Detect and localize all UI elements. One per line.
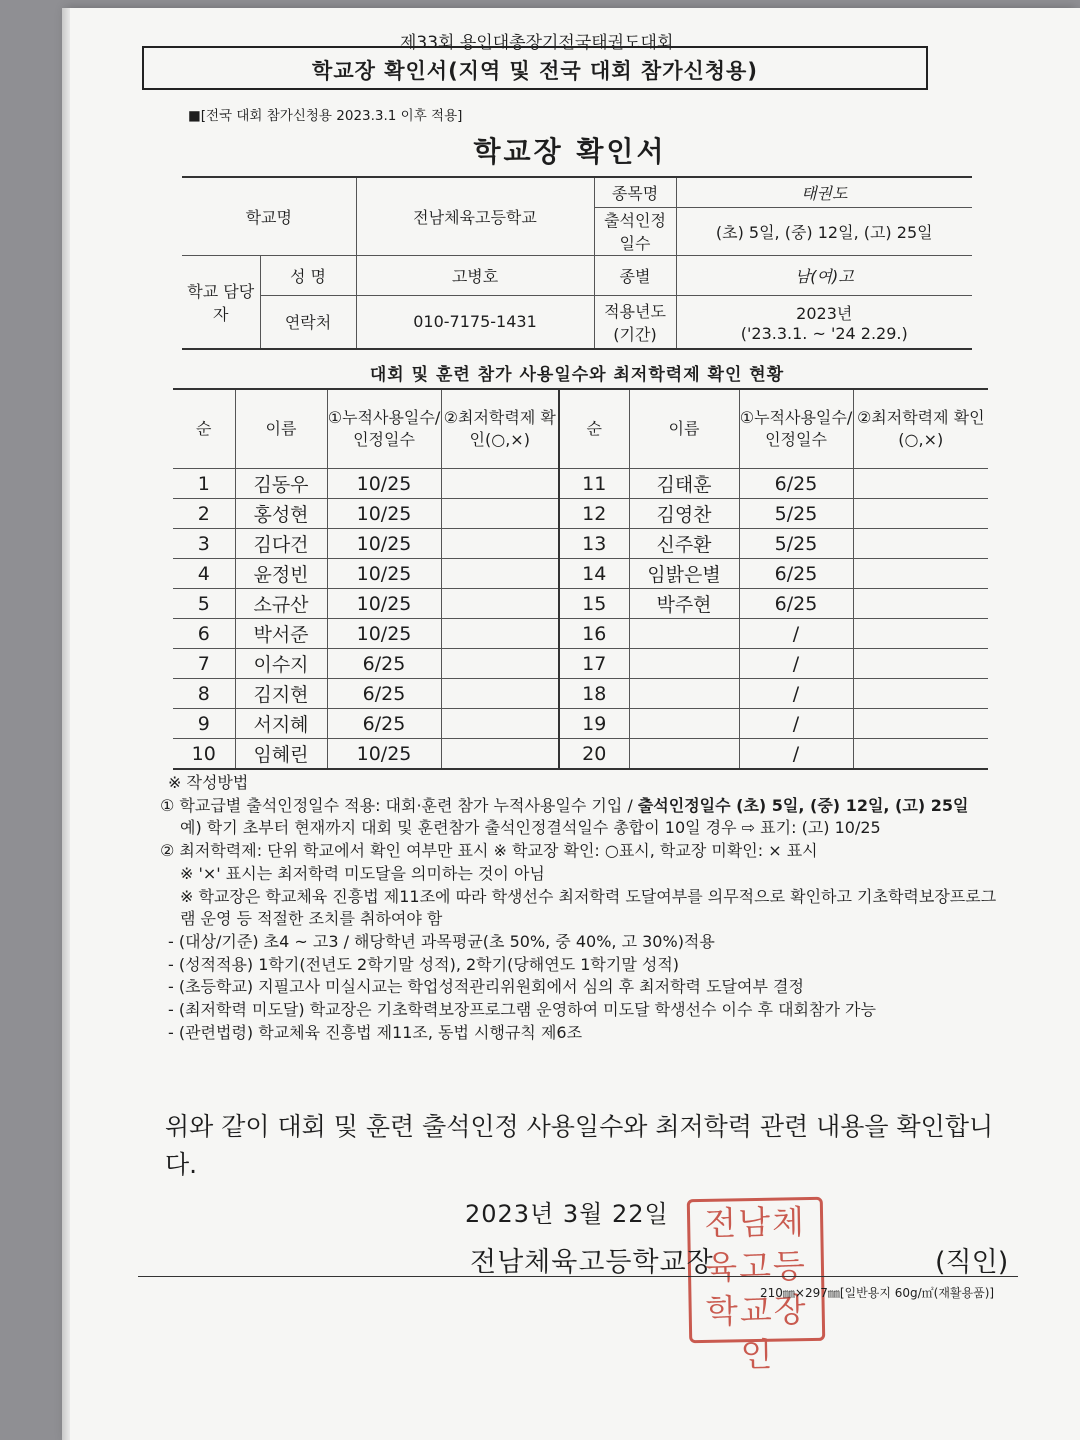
days-used: 10/25 bbox=[327, 619, 441, 649]
student-name: 박주현 bbox=[629, 589, 739, 619]
student-name: 홍성현 bbox=[235, 499, 327, 529]
min-check bbox=[441, 469, 559, 499]
notes-heading: ※ 작성방법 bbox=[168, 773, 249, 792]
row-no: 14 bbox=[559, 559, 629, 589]
min-check bbox=[441, 589, 559, 619]
row-no: 7 bbox=[173, 649, 235, 679]
event-name: 제33회 용인대총장기전국태권도대회 bbox=[400, 33, 674, 53]
min-check bbox=[853, 529, 988, 559]
category-label: 종별 bbox=[594, 255, 676, 295]
detail-2: - (성적적용) 1학기(전년도 2학기말 성적), 2학기(당해연도 1학기말 성적) bbox=[168, 954, 680, 974]
attendance-label: 출석인정 일수 bbox=[594, 207, 676, 255]
note-1-bold: 출석인정일수 (초) 5일, (중) 12일, (고) 25일 bbox=[637, 795, 969, 815]
min-check bbox=[853, 499, 988, 529]
student-name: 소규산 bbox=[235, 589, 327, 619]
note-2-a: ※ '×' 표시는 최저학력 미도달을 의미하는 것이 아님 bbox=[180, 863, 545, 883]
detail-3: - (초등학교) 지필고사 미실시교는 학업성적관리위원회에서 심의 후 최저학력 도달여부 결정 bbox=[168, 977, 804, 997]
min-check bbox=[441, 499, 559, 529]
row-no: 4 bbox=[173, 559, 235, 589]
min-check bbox=[441, 559, 559, 589]
instructions bbox=[160, 772, 1010, 1045]
student-name: 이수지 bbox=[235, 649, 327, 679]
detail-1: - (대상/기준) 초4 ~ 고3 / 해당학년 과목평균(초 50%, 중 40%, 고 30%)적용 bbox=[168, 932, 715, 952]
row-no: 2 bbox=[173, 499, 235, 529]
document-title: 학교장 확인서 bbox=[473, 135, 667, 168]
title-box bbox=[142, 46, 928, 90]
year-value: 2023년 bbox=[796, 303, 853, 323]
row-no: 9 bbox=[173, 709, 235, 739]
contact-label: 연락처 bbox=[260, 295, 356, 349]
days-used: 10/25 bbox=[327, 529, 441, 559]
detail-5: - (관련법령) 학교체육 진흥법 제11조, 동법 시행규칙 제6조 bbox=[168, 1022, 583, 1042]
min-check bbox=[441, 619, 559, 649]
student-name: 윤정빈 bbox=[235, 559, 327, 589]
row-no: 17 bbox=[559, 649, 629, 679]
table-row bbox=[173, 709, 988, 739]
header-min: ②최저학력제 확인(○,×) bbox=[853, 389, 988, 469]
days-used: 10/25 bbox=[327, 469, 441, 499]
header-no: 순 bbox=[173, 389, 235, 469]
seal-text: 전남체육고등학교장인 bbox=[704, 1202, 808, 1375]
days-used: / bbox=[739, 619, 853, 649]
contact-value: 010-7175-1431 bbox=[356, 295, 594, 349]
table-row bbox=[173, 619, 988, 649]
row-no: 5 bbox=[173, 589, 235, 619]
header-name: 이름 bbox=[235, 389, 327, 469]
sport-label: 종목명 bbox=[594, 177, 676, 207]
section-title: 대회 및 훈련 참가 사용일수와 최저학력제 확인 현황 bbox=[369, 365, 785, 385]
note-1-text: ① 학교급별 출석인정일수 적용: 대회·훈련 참가 누적사용일수 기입 / bbox=[160, 795, 638, 815]
category-value: 남(여)고 bbox=[676, 255, 972, 295]
days-used: 10/25 bbox=[327, 739, 441, 770]
header-no: 순 bbox=[559, 389, 629, 469]
header-min: ②최저학력제 확인(○,×) bbox=[441, 389, 559, 469]
student-name bbox=[629, 709, 739, 739]
row-no: 8 bbox=[173, 679, 235, 709]
note-2: ② 최저학력제: 단위 학교에서 확인 여부만 표시 ※ 학교장 확인: ○표시, 학교장 미확인: × 표시 bbox=[160, 841, 818, 861]
min-check bbox=[853, 619, 988, 649]
closing-statement: 위와 같이 대회 및 훈련 출석인정 사용일수와 최저학력 관련 내용을 확인합니다. bbox=[165, 1112, 994, 1179]
min-check bbox=[853, 469, 988, 499]
school-info-table bbox=[182, 176, 972, 350]
days-used: / bbox=[739, 649, 853, 679]
student-name bbox=[629, 679, 739, 709]
box-title: 학교장 확인서(지역 및 전국 대회 참가신청용) bbox=[312, 59, 758, 83]
student-name: 김동우 bbox=[235, 469, 327, 499]
days-used: 6/25 bbox=[739, 589, 853, 619]
signer-name: 전남체육고등학교장 bbox=[470, 1247, 714, 1278]
bottom-divider bbox=[138, 1276, 1018, 1277]
sport-value: 태권도 bbox=[676, 177, 972, 207]
table-row bbox=[173, 649, 988, 679]
name-label: 성 명 bbox=[260, 255, 356, 295]
student-name: 김태훈 bbox=[629, 469, 739, 499]
table-row bbox=[173, 739, 988, 770]
issue-date: 2023년 3월 22일 bbox=[465, 1200, 669, 1228]
apply-note: ■[전국 대회 참가신청용 2023.3.1 이후 적용] bbox=[188, 108, 463, 124]
year-label: 적용년도 (기간) bbox=[594, 295, 676, 349]
school-name: 전남체육고등학교 bbox=[356, 177, 594, 255]
table-row bbox=[173, 559, 988, 589]
days-used: / bbox=[739, 739, 853, 770]
roster-table bbox=[173, 388, 988, 770]
days-used: 6/25 bbox=[327, 649, 441, 679]
min-check bbox=[853, 649, 988, 679]
student-name: 김다건 bbox=[235, 529, 327, 559]
student-name: 신주환 bbox=[629, 529, 739, 559]
days-used: 5/25 bbox=[739, 499, 853, 529]
student-name bbox=[629, 649, 739, 679]
min-check bbox=[853, 739, 988, 770]
days-used: 5/25 bbox=[739, 529, 853, 559]
days-used: 10/25 bbox=[327, 589, 441, 619]
min-check bbox=[441, 739, 559, 770]
note-2-b: ※ 학교장은 학교체육 진흥법 제11조에 따라 학생선수 최저학력 도달여부를 의무적으로 확인하고 기초학력보장프로그램 운영 등 적절한 조치를 취하여야 함 bbox=[180, 886, 997, 929]
days-used: 6/25 bbox=[739, 559, 853, 589]
row-no: 16 bbox=[559, 619, 629, 649]
row-no: 3 bbox=[173, 529, 235, 559]
table-row bbox=[173, 499, 988, 529]
min-check bbox=[853, 679, 988, 709]
min-check bbox=[853, 589, 988, 619]
days-used: / bbox=[739, 679, 853, 709]
days-used: / bbox=[739, 709, 853, 739]
school-label: 학교명 bbox=[182, 177, 356, 255]
row-no: 10 bbox=[173, 739, 235, 770]
note-1 bbox=[160, 795, 1010, 818]
row-no: 11 bbox=[559, 469, 629, 499]
student-name: 박서준 bbox=[235, 619, 327, 649]
note-1-example: 예) 학기 초부터 현재까지 대회 및 훈련참가 출석인정결석일수 총합이 10일 경우 ⇨ 표기: (고) 10/25 bbox=[180, 818, 881, 838]
row-no: 20 bbox=[559, 739, 629, 770]
header-name: 이름 bbox=[629, 389, 739, 469]
min-check bbox=[441, 529, 559, 559]
min-check bbox=[441, 679, 559, 709]
student-name bbox=[629, 619, 739, 649]
min-check bbox=[441, 649, 559, 679]
table-row bbox=[173, 529, 988, 559]
student-name: 김지현 bbox=[235, 679, 327, 709]
days-used: 10/25 bbox=[327, 499, 441, 529]
paper-info: 210㎜×297㎜[일반용지 60g/㎡(재활용품)] bbox=[760, 1286, 995, 1300]
student-name: 임혜린 bbox=[235, 739, 327, 770]
student-name bbox=[629, 739, 739, 770]
student-name: 임밝은별 bbox=[629, 559, 739, 589]
row-no: 18 bbox=[559, 679, 629, 709]
row-no: 13 bbox=[559, 529, 629, 559]
days-used: 10/25 bbox=[327, 559, 441, 589]
header-days: ①누적사용일수/인정일수 bbox=[739, 389, 853, 469]
seal-label: (직인) bbox=[935, 1247, 1009, 1278]
document-page bbox=[70, 8, 1080, 1440]
table-row bbox=[173, 469, 988, 499]
student-name: 김영찬 bbox=[629, 499, 739, 529]
row-no: 19 bbox=[559, 709, 629, 739]
manager-label: 학교 담당자 bbox=[182, 255, 260, 349]
row-no: 1 bbox=[173, 469, 235, 499]
year-cell bbox=[676, 295, 972, 349]
student-name: 서지혜 bbox=[235, 709, 327, 739]
days-used: 6/25 bbox=[739, 469, 853, 499]
row-no: 6 bbox=[173, 619, 235, 649]
attendance-value: (초) 5일, (중) 12일, (고) 25일 bbox=[676, 207, 972, 255]
row-no: 15 bbox=[559, 589, 629, 619]
min-check bbox=[441, 709, 559, 739]
min-check bbox=[853, 559, 988, 589]
row-no: 12 bbox=[559, 499, 629, 529]
detail-4: - (최저학력 미도달) 학교장은 기초학력보장프로그램 운영하여 미도달 학생선수 이수 후 대회참가 가능 bbox=[168, 1000, 876, 1020]
days-used: 6/25 bbox=[327, 709, 441, 739]
year-period: ('23.3.1. ~ '24 2.29.) bbox=[740, 323, 908, 343]
table-row bbox=[173, 589, 988, 619]
days-used: 6/25 bbox=[327, 679, 441, 709]
header-days: ①누적사용일수/인정일수 bbox=[327, 389, 441, 469]
table-row bbox=[173, 679, 988, 709]
manager-name: 고병호 bbox=[356, 255, 594, 295]
min-check bbox=[853, 709, 988, 739]
